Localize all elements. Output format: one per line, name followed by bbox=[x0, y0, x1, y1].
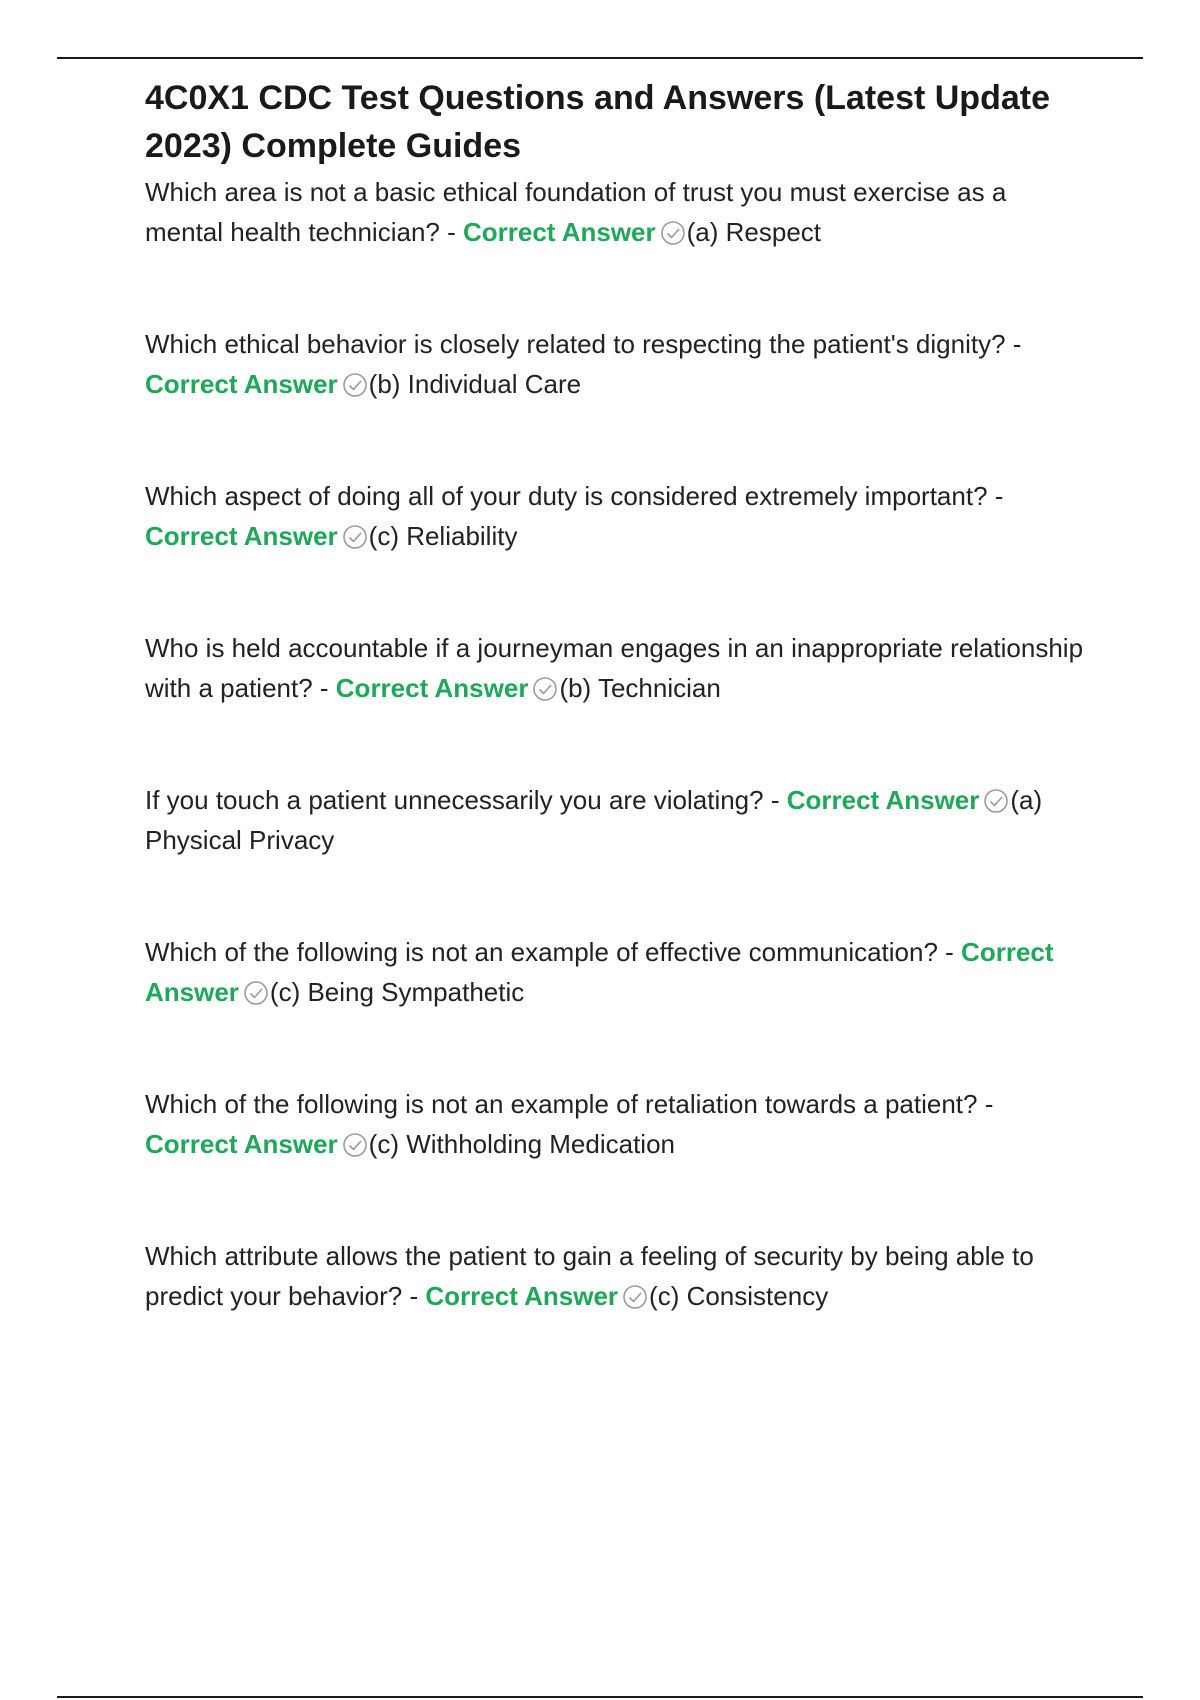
answer-text: (c) Consistency bbox=[649, 1281, 829, 1311]
correct-answer-label: Correct Answer bbox=[462, 217, 656, 247]
qa-item-4 bbox=[145, 628, 1090, 708]
question-text: Who is held accountable if a journeyman engages in an inappropriate relationship with a patient? bbox=[145, 633, 1084, 703]
correct-answer-label: Correct Answer bbox=[145, 369, 338, 399]
answer-text: (a) Respect bbox=[686, 217, 822, 247]
qa-list bbox=[145, 172, 1090, 1316]
check-circle-icon bbox=[622, 1284, 648, 1310]
check-circle-icon bbox=[243, 980, 269, 1006]
top-rule bbox=[57, 57, 1143, 59]
correct-answer-label: Correct Answer bbox=[145, 937, 1054, 1007]
qa-item-3 bbox=[145, 476, 1090, 556]
separator: - bbox=[987, 481, 1004, 511]
check-circle-icon bbox=[660, 220, 686, 246]
answer-text: (b) Technician bbox=[559, 673, 721, 703]
check-circle-icon bbox=[342, 524, 368, 550]
correct-answer-label: Correct Answer bbox=[786, 785, 980, 815]
question-text: Which attribute allows the patient to gain a feeling of security by being able to predict your behavior? bbox=[145, 1241, 1034, 1311]
check-circle-icon bbox=[983, 788, 1009, 814]
question-text: If you touch a patient unnecessarily you are violating? bbox=[145, 785, 764, 815]
correct-answer-label: Correct Answer bbox=[335, 673, 529, 703]
bottom-rule bbox=[57, 1696, 1143, 1698]
check-circle-icon bbox=[342, 1132, 368, 1158]
check-circle-icon bbox=[532, 676, 558, 702]
qa-item-8 bbox=[145, 1236, 1090, 1316]
qa-item-5 bbox=[145, 780, 1090, 860]
question-text: Which ethical behavior is closely related to respecting the patient's dignity? bbox=[145, 329, 1006, 359]
separator: - bbox=[1005, 329, 1022, 359]
correct-answer-label: Correct Answer bbox=[145, 1129, 338, 1159]
question-text: Which aspect of doing all of your duty is considered extremely important? bbox=[145, 481, 988, 511]
question-text: Which of the following is not an example of effective communication? bbox=[145, 937, 938, 967]
qa-item-2 bbox=[145, 324, 1090, 404]
separator: - bbox=[402, 1281, 426, 1311]
separator: - bbox=[439, 217, 463, 247]
separator: - bbox=[937, 937, 962, 967]
qa-item-1 bbox=[145, 172, 1090, 252]
document-title: 4C0X1 CDC Test Questions and Answers (Latest Update 2023) Complete Guides bbox=[145, 79, 1050, 165]
separator: - bbox=[312, 673, 336, 703]
question-text: Which of the following is not an example of retaliation towards a patient? bbox=[145, 1089, 978, 1119]
answer-text: (c) Withholding Medication bbox=[368, 1129, 676, 1159]
check-circle-icon bbox=[342, 372, 368, 398]
qa-item-6 bbox=[145, 932, 1090, 1012]
answer-text: (c) Being Sympathetic bbox=[269, 977, 525, 1007]
correct-answer-label: Correct Answer bbox=[425, 1281, 619, 1311]
question-text: Which area is not a basic ethical foundation of trust you must exercise as a mental health technician? bbox=[145, 177, 1007, 247]
qa-item-7 bbox=[145, 1084, 1090, 1164]
separator: - bbox=[763, 785, 787, 815]
answer-text: (c) Reliability bbox=[368, 521, 518, 551]
separator: - bbox=[977, 1089, 994, 1119]
answer-text: (a) Physical Privacy bbox=[145, 785, 1043, 855]
answer-text: (b) Individual Care bbox=[368, 369, 582, 399]
document-body bbox=[145, 74, 1090, 1388]
correct-answer-label: Correct Answer bbox=[145, 521, 338, 551]
